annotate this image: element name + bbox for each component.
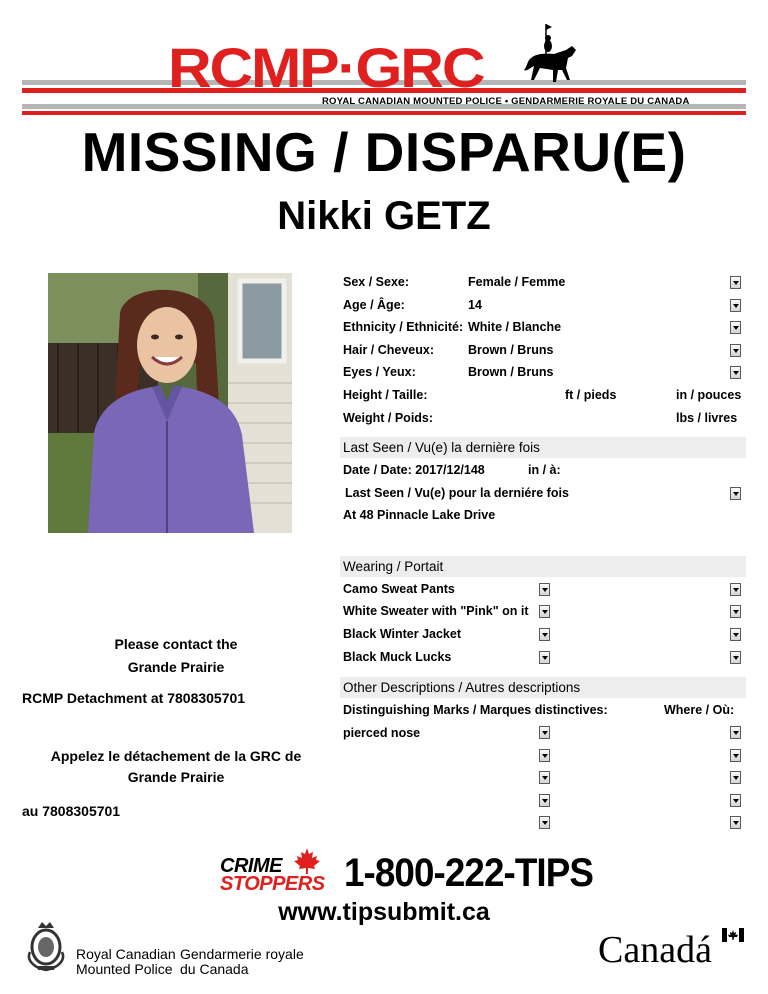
mark-where-dropdown[interactable] bbox=[730, 771, 741, 784]
wearing-item-dropdown[interactable] bbox=[539, 583, 550, 596]
eyes-dropdown[interactable] bbox=[730, 366, 741, 379]
org-name-fr-1: Gendarmerie royale bbox=[180, 946, 304, 962]
height-ft-unit: ft / pieds bbox=[565, 388, 617, 402]
mark-where-dropdown[interactable] bbox=[730, 749, 741, 762]
missing-person-photo bbox=[48, 273, 292, 533]
wearing-item-dropdown[interactable] bbox=[539, 605, 550, 618]
rcmp-header bbox=[0, 0, 768, 120]
wearing-item: White Sweater with "Pink" on it bbox=[343, 604, 529, 618]
distinguishing-mark: pierced nose bbox=[343, 726, 421, 740]
last-seen-dropdown[interactable] bbox=[730, 487, 741, 500]
mark-dropdown[interactable] bbox=[539, 749, 550, 762]
field-label-sex: Sex / Sexe: bbox=[343, 275, 410, 289]
contact-en-line3: RCMP Detachment at 7808305701 bbox=[22, 690, 246, 706]
field-value-hair: Brown / Bruns bbox=[468, 343, 554, 357]
wearing-item: Camo Sweat Pants bbox=[343, 582, 455, 596]
field-label-age: Age / Âge: bbox=[343, 298, 405, 312]
wearing-item: Black Winter Jacket bbox=[343, 627, 461, 641]
wearing-item-dropdown[interactable] bbox=[539, 651, 550, 664]
ethnicity-dropdown[interactable] bbox=[730, 321, 741, 334]
mark-where-dropdown[interactable] bbox=[730, 726, 741, 739]
mark-dropdown[interactable] bbox=[539, 816, 550, 829]
field-label-eyes: Eyes / Yeux: bbox=[343, 365, 416, 379]
last-seen-heading: Last Seen / Vu(e) la dernière fois bbox=[343, 440, 540, 455]
canada-flag-icon bbox=[722, 928, 744, 942]
org-name-fr-2: du Canada bbox=[180, 961, 249, 977]
last-seen-in-label: in / à: bbox=[528, 463, 561, 477]
crime-stoppers-stoppers: STOPPERS bbox=[220, 873, 325, 895]
org-name-en-1: Royal Canadian bbox=[76, 946, 176, 962]
wearing-item: Black Muck Lucks bbox=[343, 650, 452, 664]
height-in-unit: in / pouces bbox=[676, 388, 742, 402]
wearing-where-dropdown[interactable] bbox=[730, 583, 741, 596]
where-label: Where / Où: bbox=[664, 703, 735, 717]
field-label-hair: Hair / Cheveux: bbox=[343, 343, 435, 357]
wearing-heading: Wearing / Portait bbox=[343, 559, 444, 574]
weight-lbs-unit: lbs / livres bbox=[676, 411, 738, 425]
field-label-height: Height / Taille: bbox=[343, 388, 428, 402]
last-seen-date: Date / Date: 2017/12/148 bbox=[343, 463, 485, 477]
canada-wordmark: Canadá bbox=[598, 929, 712, 971]
crime-stoppers-crime: CRIME bbox=[220, 855, 282, 877]
mountie-horse-icon bbox=[522, 24, 580, 88]
mark-where-dropdown[interactable] bbox=[730, 816, 741, 829]
field-value-ethnicity: White / Blanche bbox=[468, 320, 562, 334]
maple-leaf-icon bbox=[292, 846, 322, 876]
mark-dropdown[interactable] bbox=[539, 794, 550, 807]
contact-fr-line1: Appelez le détachement de la GRC de bbox=[50, 748, 302, 764]
last-seen-location-label: Last Seen / Vu(e) pour la derniére fois bbox=[345, 486, 569, 500]
distinguishing-marks-label: Distinguishing Marks / Marques distinctives: bbox=[343, 703, 608, 717]
rcmp-subtitle: ROYAL CANADIAN MOUNTED POLICE • GENDARMERIE ROYALE DU CANADA bbox=[322, 96, 690, 107]
wearing-where-dropdown[interactable] bbox=[730, 651, 741, 664]
other-descriptions-heading: Other Descriptions / Autres descriptions bbox=[343, 680, 581, 695]
wearing-where-dropdown[interactable] bbox=[730, 605, 741, 618]
tips-phone-number: 1-800-222-TIPS bbox=[344, 851, 593, 895]
header-stripe bbox=[22, 111, 746, 115]
tipsubmit-website: www.tipsubmit.ca bbox=[278, 898, 490, 926]
rcmp-crest-icon bbox=[24, 920, 68, 972]
mark-dropdown[interactable] bbox=[539, 726, 550, 739]
hair-dropdown[interactable] bbox=[730, 344, 741, 357]
field-value-eyes: Brown / Bruns bbox=[468, 365, 554, 379]
last-seen-location: At 48 Pinnacle Lake Drive bbox=[343, 508, 496, 522]
field-value-age: 14 bbox=[468, 298, 482, 312]
mark-where-dropdown[interactable] bbox=[730, 794, 741, 807]
age-dropdown[interactable] bbox=[730, 299, 741, 312]
field-value-sex: Female / Femme bbox=[468, 275, 566, 289]
contact-en-line1: Please contact the bbox=[114, 636, 238, 652]
sex-dropdown[interactable] bbox=[730, 276, 741, 289]
field-label-weight: Weight / Poids: bbox=[343, 411, 434, 425]
contact-en-line2: Grande Prairie bbox=[127, 659, 225, 675]
wearing-item-dropdown[interactable] bbox=[539, 628, 550, 641]
org-name-en-2: Mounted Police bbox=[76, 961, 173, 977]
missing-person-name: Nikki GETZ bbox=[277, 194, 491, 238]
contact-fr-line3: au 7808305701 bbox=[22, 803, 121, 819]
field-label-ethnicity: Ethnicity / Ethnicité: bbox=[343, 320, 464, 334]
rcmp-logo: RCMP·GRC bbox=[168, 36, 484, 99]
missing-title: MISSING / DISPARU(E) bbox=[81, 121, 687, 183]
mark-dropdown[interactable] bbox=[539, 771, 550, 784]
wearing-where-dropdown[interactable] bbox=[730, 628, 741, 641]
photo-illustration bbox=[48, 273, 292, 533]
contact-fr-line2: Grande Prairie bbox=[127, 769, 225, 785]
